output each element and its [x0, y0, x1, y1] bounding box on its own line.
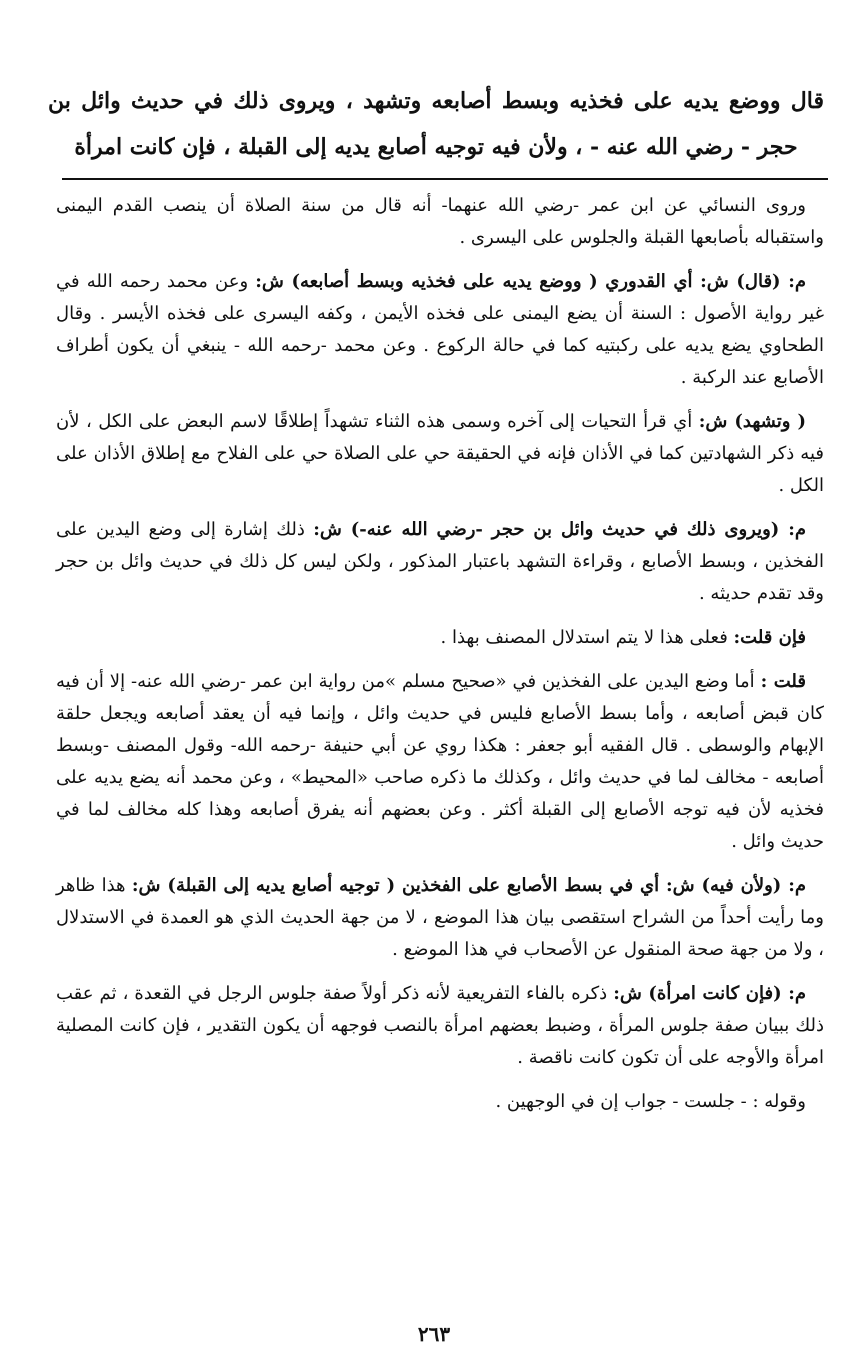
commentary-paragraph	[56, 978, 824, 1074]
paragraph-lead: قلت :	[760, 671, 806, 692]
separator-line	[62, 178, 828, 180]
paragraph-text: أي قرأ التحيات إلى آخره وسمى هذه الثناء تشهداً إطلاقًا لاسم البعض على الكل ، لأن فيه ذكر الشهادتين كما في الأذان فإنه في الحقيقة حي على الصلاة حي على الفلاح مع إطلاق الأذان على الكل .	[56, 411, 824, 496]
paragraph-lead: م: (فإن كانت امرأة) ش:	[613, 983, 806, 1004]
paragraph-text: هذا ظاهر وما رأيت أحداً من الشراح استقصى بيان هذا الموضع ، لا من جهة الحديث الذي هو العمدة في الاستدلال ، ولا من جهة صحة المنقول عن الأصحاب في هذا الموضع .	[56, 875, 824, 960]
page-number: ٢٦٣	[417, 1322, 451, 1346]
paragraph-text: فعلى هذا لا يتم استدلال المصنف بهذا .	[440, 627, 728, 648]
paragraph-lead: فإن قلت:	[733, 627, 806, 648]
commentary-body	[56, 190, 824, 1130]
paragraph-lead: ( وتشهد) ش:	[698, 411, 806, 432]
paragraph-lead: م: (ويروى ذلك في حديث وائل بن حجر -رضي الله عنه-) ش:	[313, 519, 806, 540]
paragraph-text: ذكره بالفاء التفريعية لأنه ذكر أولاً صفة جلوس الرجل في القعدة ، ثم عقب ذلك ببيان صفة جلوس المرأة ، وضبط بعضهم امرأة بالنصب فوجهه أن يكون التقدير ، فإن كانت المصلية امرأة والأوجه على أن تكون كانت ناقصة .	[56, 983, 824, 1068]
paragraph-text: وعن محمد رحمه الله في غير رواية الأصول : السنة أن يضع اليمنى على فخذه الأيمن ، وكفه اليسرى على فخذه الأيسر . وقال الطحاوي يضع يديه على ركبتيه كما في حالة الركوع . وعن محمد -رحمه الله - ينبغي أن يكون أطراف الأصابع عند الركبة .	[56, 271, 824, 388]
commentary-paragraph	[56, 190, 824, 254]
paragraph-lead: م: (قال) ش: أي القدوري ( ووضع يديه على فخذيه وبسط أصابعه) ش:	[255, 271, 806, 292]
commentary-paragraph	[56, 514, 824, 610]
paragraph-text: وقوله : - جلست - جواب إن في الوجهين .	[495, 1091, 806, 1112]
commentary-paragraph	[56, 666, 824, 858]
paragraph-text: ذلك إشارة إلى وضع اليدين على الفخذين ، وبسط الأصابع ، وقراءة التشهد باعتبار المذكور ، ولكن ليس كل ذلك في حديث وائل بن حجر وقد تقدم حديثه .	[56, 519, 824, 604]
commentary-paragraph	[56, 406, 824, 502]
paragraph-text: أما وضع اليدين على الفخذين في «صحيح مسلم »من رواية ابن عمر -رضي الله عنه- إلا أن فيه كان قبض أصابعه ، وأما بسط الأصابع فليس في حديث وائل ، وإنما فيه أن يعقد أصابعه ويجعل حلقة الإبهام والوسطى . قال الفقيه أبو جعفر : هكذا روي عن أبي حنيفة -رحمه الله- وقول المصنف -وبسط أصابعه - مخالف لما في حديث وائل ، وكذلك ما ذكره صاحب «المحيط» ، وعن محمد أنه يضع يديه على فخذيه لأن فيه توجه الأصابع إلى القبلة أكثر . وعن بعضهم أنه يفرق أصابعه وهذا كله مخالف لما في حديث وائل .	[56, 671, 824, 852]
commentary-paragraph	[56, 266, 824, 394]
paragraph-text: وروى النسائي عن ابن عمر -رضي الله عنهما- أنه قال من سنة الصلاة أن ينصب القدم اليمنى واستقباله بأصابعها القبلة والجلوس على اليسرى .	[56, 195, 824, 248]
commentary-paragraph	[56, 622, 824, 654]
paragraph-lead: م: (ولأن فيه) ش: أي في بسط الأصابع على الفخذين ( توجيه أصابع يديه إلى القبلة) ش:	[131, 875, 806, 896]
commentary-paragraph	[56, 1086, 824, 1118]
commentary-paragraph	[56, 870, 824, 966]
matn-text: قال ووضع يديه على فخذيه وبسط أصابعه وتشهد ، ويروى ذلك في حديث وائل بن حجر - رضي الله عنه - ، ولأن فيه توجيه أصابع يديه إلى القبلة ، فإن كانت امرأة	[48, 88, 824, 160]
